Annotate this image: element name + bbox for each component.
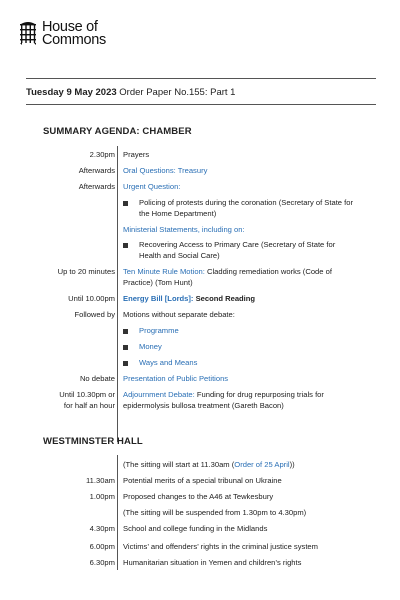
bullet-icon <box>123 361 128 366</box>
top-rule <box>26 78 376 79</box>
bullet-icon <box>123 243 128 248</box>
adjournment-debate-link[interactable]: Adjournment Debate: <box>123 390 195 399</box>
money-link[interactable]: Money <box>139 342 162 351</box>
bullet-icon <box>123 329 128 334</box>
ministerial-statements-link[interactable]: Ministerial Statements, including on: <box>123 225 245 234</box>
header-rule <box>26 104 376 105</box>
agenda-divider <box>117 146 118 442</box>
bullet-icon <box>123 201 128 206</box>
logo-text: House of Commons <box>42 19 106 48</box>
house-of-commons-logo <box>18 21 106 47</box>
energy-bill-link[interactable]: Energy Bill [Lords]: <box>123 294 194 303</box>
bullet-icon <box>123 345 128 350</box>
portcullis-icon <box>18 21 38 45</box>
ways-and-means-link[interactable]: Ways and Means <box>139 358 198 367</box>
oral-questions-link[interactable]: Oral Questions: Treasury <box>123 166 208 175</box>
westminster-divider <box>117 455 118 570</box>
summary-agenda-title: SUMMARY AGENDA: CHAMBER <box>43 126 192 137</box>
order-25-april-link[interactable]: Order of 25 April <box>234 460 290 469</box>
ten-minute-rule-link[interactable]: Ten Minute Rule Motion: <box>123 267 205 276</box>
order-paper-header: Tuesday 9 May 2023 Order Paper No.155: Part 1 <box>26 87 236 98</box>
public-petitions-link[interactable]: Presentation of Public Petitions <box>123 374 229 383</box>
programme-link[interactable]: Programme <box>139 326 179 335</box>
westminster-hall-title: WESTMINSTER HALL <box>43 436 143 447</box>
urgent-question-link[interactable]: Urgent Question: <box>123 182 181 191</box>
